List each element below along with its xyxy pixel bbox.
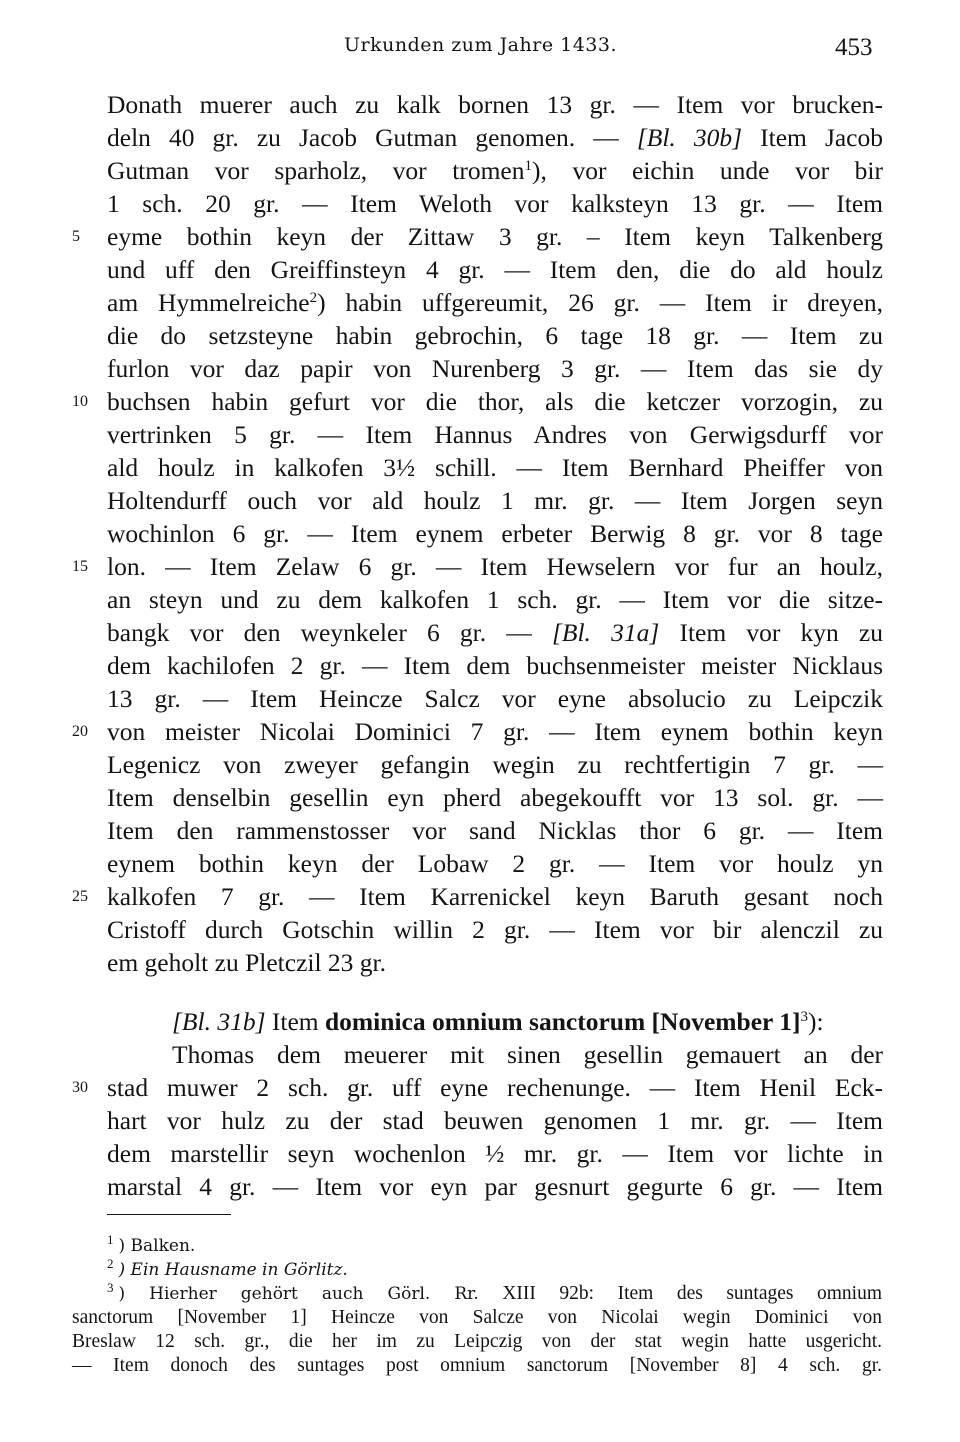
footnote-rule bbox=[107, 1214, 231, 1215]
text-line: furlon vor daz papir von Nurenberg 3 gr. — Item das sie dy bbox=[107, 354, 883, 383]
text-run: bangk vor den weynkeler 6 gr. — bbox=[107, 618, 552, 647]
text-line: von meister Nicolai Dominici 7 gr. — Item eynem bothin keyn bbox=[107, 717, 883, 746]
text-line bbox=[107, 121, 883, 154]
text-run: Item bbox=[265, 1007, 325, 1036]
text-run: Gutman vor sparholz, vor tromen bbox=[107, 156, 525, 185]
text-line: wochinlon 6 gr. — Item eynem erbeter Berwig 8 gr. vor 8 tage bbox=[107, 519, 883, 548]
footnote-1 bbox=[107, 1234, 882, 1258]
line-number: 20 bbox=[72, 723, 88, 740]
text-run: ), vor eichin unde vor bir bbox=[531, 156, 883, 185]
line-number: 15 bbox=[72, 558, 88, 575]
text-run: Item Jacob bbox=[742, 123, 883, 152]
footnote-text: ) Ein Hausname in Görlitz. bbox=[118, 1260, 348, 1280]
footnote-2 bbox=[107, 1258, 882, 1282]
feast-day-heading: dominica omnium sanctorum [November 1] bbox=[325, 1007, 801, 1036]
text-line: em geholt zu Pletczil 23 gr. bbox=[107, 948, 387, 977]
page-number: 453 bbox=[835, 34, 873, 61]
text-line: eyme bothin keyn der Zittaw 3 gr. – Item keyn Talkenberg bbox=[107, 222, 883, 251]
text-run: am Hymmelreiche bbox=[107, 288, 310, 317]
footnote-line: sanctorum [November 1] Heincze von Salcze von Nicolai wegin Dominici von bbox=[72, 1307, 882, 1328]
text-line bbox=[107, 616, 883, 649]
footnote-text: ) Balken. bbox=[118, 1236, 196, 1256]
footnote-reference: 3 bbox=[800, 1009, 808, 1025]
text-line: die do setzsteyne habin gebrochin, 6 tage 18 gr. — Item zu bbox=[107, 321, 883, 350]
footnote-line: — Item donoch des suntages post omnium sanctorum [November 8] 4 sch. gr. bbox=[72, 1355, 882, 1376]
text-line bbox=[107, 286, 883, 319]
text-line: dem marstellir seyn wochenlon ½ mr. gr. — Item vor lichte in bbox=[107, 1139, 883, 1168]
footnote-mark: 1 bbox=[107, 1232, 114, 1247]
footnote-text: ) Hierher gehört auch Görl. Rr. bbox=[118, 1284, 479, 1304]
footnote-mark: 3 bbox=[107, 1280, 114, 1295]
folio-reference: [Bl. 30b] bbox=[636, 123, 743, 152]
text-line: und uff den Greiffinsteyn 4 gr. — Item den, die do ald houlz bbox=[107, 255, 883, 284]
text-line: buchsen habin gefurt vor die thor, als die ketczer vorzogin, zu bbox=[107, 387, 883, 416]
folio-reference: [Bl. 31a] bbox=[551, 618, 660, 647]
text-line: Donath muerer auch zu kalk bornen 13 gr. — Item vor brucken- bbox=[107, 90, 883, 119]
footnote-reference: 2 bbox=[309, 290, 318, 306]
text-line: 13 gr. — Item Heincze Salcz vor eyne absolucio zu Leipczik bbox=[107, 684, 883, 713]
footnote-mark: 2 bbox=[107, 1256, 114, 1271]
text-line: dem kachilofen 2 gr. — Item dem buchsenmeister meister Nicklaus bbox=[107, 651, 883, 680]
text-line: lon. — Item Zelaw 6 gr. — Item Hewselern vor fur an houlz, bbox=[107, 552, 883, 581]
footnote-line: Breslaw 12 sch. gr., die her im zu Leipczig von der stat wegin hatte usgericht. bbox=[72, 1331, 882, 1352]
running-title: Urkunden zum Jahre 1433. bbox=[344, 34, 618, 56]
text-line: kalkofen 7 gr. — Item Karrenickel keyn Baruth gesant noch bbox=[107, 882, 883, 911]
text-line: Item denselbin gesellin eyn pherd abegekoufft vor 13 sol. gr. — bbox=[107, 783, 883, 812]
text-line: Item den rammenstosser vor sand Nicklas thor 6 gr. — Item bbox=[107, 816, 883, 845]
section-heading bbox=[172, 1005, 883, 1038]
text-line: vertrinken 5 gr. — Item Hannus Andres von Gerwigsdurff vor bbox=[107, 420, 883, 449]
text-line: hart vor hulz zu der stad beuwen genomen 1 mr. gr. — Item bbox=[107, 1106, 883, 1135]
running-head bbox=[0, 34, 960, 64]
text-line: stad muwer 2 sch. gr. uff eyne rechenunge. — Item Henil Eck- bbox=[107, 1073, 883, 1102]
footnote-text: XIII 92b: Item des suntages omnium bbox=[478, 1283, 882, 1304]
text-run: Item vor kyn zu bbox=[659, 618, 883, 647]
text-line: Holtendurff ouch vor ald houlz 1 mr. gr. — Item Jorgen seyn bbox=[107, 486, 883, 515]
footnote-reference: 1 bbox=[524, 158, 532, 174]
text-run: deln 40 gr. zu Jacob Gutman genomen. — bbox=[107, 123, 637, 152]
text-line: Thomas dem meuerer mit sinen gesellin gemauert an der bbox=[172, 1040, 883, 1069]
text-run: ) habin uffgereumit, 26 gr. — Item ir dreyen, bbox=[317, 288, 883, 317]
text-line: an steyn und zu dem kalkofen 1 sch. gr. — Item vor die sitze- bbox=[107, 585, 883, 614]
folio-reference: [Bl. 31b] bbox=[172, 1007, 266, 1036]
footnote-3 bbox=[107, 1282, 882, 1306]
text-line: Legenicz von zweyer gefangin wegin zu rechtfertigin 7 gr. — bbox=[107, 750, 883, 779]
text-line: eynem bothin keyn der Lobaw 2 gr. — Item vor houlz yn bbox=[107, 849, 883, 878]
text-line: Cristoff durch Gotschin willin 2 gr. — Item vor bir alenczil zu bbox=[107, 915, 883, 944]
text-line bbox=[107, 154, 883, 187]
text-run: ): bbox=[808, 1007, 824, 1036]
text-line: 1 sch. 20 gr. — Item Weloth vor kalksteyn 13 gr. — Item bbox=[107, 189, 883, 218]
line-number: 10 bbox=[72, 393, 88, 410]
line-number: 30 bbox=[72, 1079, 88, 1096]
line-number: 25 bbox=[72, 888, 88, 905]
text-line: marstal 4 gr. — Item vor eyn par gesnurt gegurte 6 gr. — Item bbox=[107, 1172, 883, 1201]
text-line: ald houlz in kalkofen 3½ schill. — Item Bernhard Pheiffer von bbox=[107, 453, 883, 482]
line-number: 5 bbox=[72, 228, 80, 245]
